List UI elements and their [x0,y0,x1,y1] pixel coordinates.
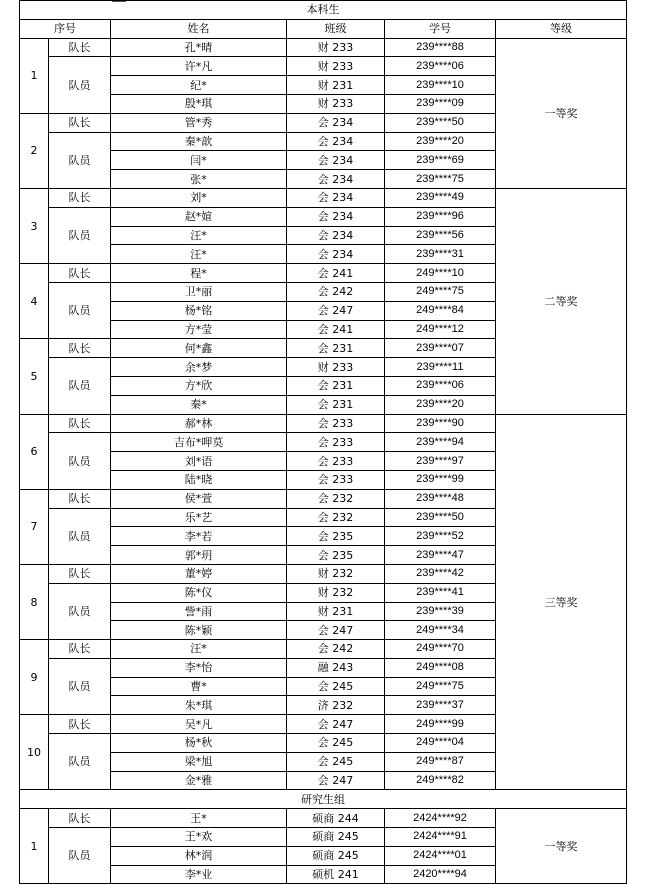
table-row [20,809,627,828]
member-student-id: 249****34 [385,621,496,640]
role-member: 队员 [49,658,111,714]
member-student-id: 249****99 [385,715,496,734]
member-class: 硕商 244 [287,809,385,828]
member-student-id: 249****10 [385,264,496,283]
role-member: 队员 [49,433,111,489]
member-class: 会 234 [287,132,385,151]
award-level: 一等奖 [496,809,627,884]
team-index: 7 [20,489,49,564]
column-header-student-id: 学号 [385,19,496,38]
member-class: 会 241 [287,320,385,339]
member-student-id: 239****97 [385,452,496,471]
member-name: 李*若 [111,527,287,546]
member-student-id: 239****47 [385,546,496,565]
member-class: 会 233 [287,470,385,489]
member-name: 秦*歆 [111,132,287,151]
member-name: 李*业 [111,865,287,884]
member-name: 殷*琪 [111,94,287,113]
section-title: 研究生组 [20,790,627,809]
member-class: 会 234 [287,113,385,132]
member-student-id: 239****31 [385,245,496,264]
member-name: 管*秀 [111,113,287,132]
member-class: 财 232 [287,564,385,583]
member-student-id: 249****75 [385,282,496,301]
member-name: 吉布*呷莫 [111,433,287,452]
team-index: 4 [20,264,49,339]
member-name: 方*莹 [111,320,287,339]
team-index: 2 [20,113,49,188]
member-student-id: 2424****92 [385,809,496,828]
member-class: 会 232 [287,508,385,527]
member-name: 侯*萱 [111,489,287,508]
member-name: 梁*旭 [111,752,287,771]
member-name: 王*欢 [111,828,287,847]
member-class: 会 234 [287,170,385,189]
member-name: 方*欣 [111,376,287,395]
award-table-body [20,1,627,884]
member-class: 会 231 [287,376,385,395]
member-class: 会 233 [287,433,385,452]
member-student-id: 239****07 [385,339,496,358]
role-leader: 队长 [49,339,111,358]
member-name: 陈*颖 [111,621,287,640]
award-level: 三等奖 [496,414,627,790]
member-name: 卫*丽 [111,282,287,301]
member-student-id: 239****90 [385,414,496,433]
member-student-id: 249****70 [385,640,496,659]
member-class: 会 245 [287,752,385,771]
role-member: 队员 [49,583,111,639]
role-leader: 队长 [49,809,111,828]
member-student-id: 2424****01 [385,846,496,865]
award-level: 一等奖 [496,38,627,188]
team-index: 9 [20,640,49,715]
member-student-id: 239****42 [385,564,496,583]
member-name: 乐*艺 [111,508,287,527]
member-class: 会 234 [287,245,385,264]
member-name: 余*梦 [111,358,287,377]
team-index: 1 [20,38,49,113]
section-title-row [20,790,627,809]
member-name: 何*鑫 [111,339,287,358]
column-header-index: 序号 [20,19,111,38]
member-student-id: 239****10 [385,76,496,95]
member-name: 秦* [111,395,287,414]
member-student-id: 249****82 [385,771,496,790]
member-student-id: 2420****94 [385,865,496,884]
member-name: 王* [111,809,287,828]
role-leader: 队长 [49,414,111,433]
member-class: 财 233 [287,94,385,113]
member-student-id: 239****96 [385,207,496,226]
team-index: 6 [20,414,49,489]
member-class: 财 233 [287,358,385,377]
role-leader: 队长 [49,564,111,583]
member-student-id: 239****37 [385,696,496,715]
role-leader: 队长 [49,113,111,132]
role-leader: 队长 [49,38,111,57]
member-class: 会 234 [287,226,385,245]
member-name: 赵*媗 [111,207,287,226]
member-class: 融 243 [287,658,385,677]
member-name: 吴*凡 [111,715,287,734]
member-name: 孔*晴 [111,38,287,57]
role-member: 队员 [49,828,111,884]
column-header-name: 姓名 [111,19,287,38]
member-class: 会 247 [287,621,385,640]
member-class: 财 233 [287,38,385,57]
member-student-id: 249****04 [385,734,496,753]
member-name: 郭*玥 [111,546,287,565]
role-member: 队员 [49,734,111,790]
award-level: 二等奖 [496,188,627,414]
member-name: 郝*林 [111,414,287,433]
member-student-id: 2424****91 [385,828,496,847]
member-name: 程* [111,264,287,283]
member-name: 訾*雨 [111,602,287,621]
member-student-id: 239****39 [385,602,496,621]
section-title-row [20,1,627,20]
member-student-id: 239****09 [385,94,496,113]
member-student-id: 249****08 [385,658,496,677]
member-name: 陈*仪 [111,583,287,602]
member-class: 硕机 241 [287,865,385,884]
member-student-id: 239****50 [385,113,496,132]
role-member: 队员 [49,207,111,263]
member-class: 会 235 [287,527,385,546]
member-name: 林*润 [111,846,287,865]
member-student-id: 239****94 [385,433,496,452]
member-name: 李*怡 [111,658,287,677]
column-header-row [20,19,627,38]
member-student-id: 239****06 [385,57,496,76]
member-student-id: 239****20 [385,132,496,151]
member-student-id: 239****69 [385,151,496,170]
member-student-id: 239****99 [385,470,496,489]
member-student-id: 239****50 [385,508,496,527]
member-name: 董*婷 [111,564,287,583]
member-student-id: 239****06 [385,376,496,395]
member-class: 会 234 [287,151,385,170]
member-class: 会 234 [287,188,385,207]
member-class: 硕商 245 [287,828,385,847]
member-name: 朱*琪 [111,696,287,715]
member-student-id: 239****52 [385,527,496,546]
table-row [20,38,627,57]
member-name: 汪* [111,226,287,245]
table-row [20,188,627,207]
member-student-id: 239****41 [385,583,496,602]
role-leader: 队长 [49,715,111,734]
member-class: 会 247 [287,301,385,320]
member-name: 杨*铭 [111,301,287,320]
member-class: 财 231 [287,602,385,621]
member-name: 张* [111,170,287,189]
column-header-award: 等级 [496,19,627,38]
member-class: 会 241 [287,264,385,283]
column-header-class: 班级 [287,19,385,38]
member-name: 刘*语 [111,452,287,471]
member-student-id: 239****88 [385,38,496,57]
member-class: 会 232 [287,489,385,508]
role-member: 队员 [49,508,111,564]
member-class: 硕商 245 [287,846,385,865]
member-student-id: 249****84 [385,301,496,320]
role-member: 队员 [49,132,111,188]
table-row [20,414,627,433]
team-index: 1 [20,809,49,884]
member-class: 财 232 [287,583,385,602]
member-class: 财 233 [287,57,385,76]
member-class: 会 247 [287,715,385,734]
member-name: 纪* [111,76,287,95]
member-name: 曹* [111,677,287,696]
member-name: 金*雅 [111,771,287,790]
member-class: 济 232 [287,696,385,715]
member-name: 汪* [111,640,287,659]
member-class: 会 231 [287,395,385,414]
member-student-id: 239****11 [385,358,496,377]
member-class: 会 245 [287,734,385,753]
team-index: 8 [20,564,49,639]
member-class: 会 242 [287,640,385,659]
role-member: 队员 [49,282,111,338]
member-class: 会 231 [287,339,385,358]
team-index: 10 [20,715,49,790]
member-name: 刘* [111,188,287,207]
member-class: 财 231 [287,76,385,95]
member-class: 会 245 [287,677,385,696]
member-student-id: 249****12 [385,320,496,339]
member-name: 杨*秋 [111,734,287,753]
member-student-id: 249****75 [385,677,496,696]
member-class: 会 233 [287,414,385,433]
role-leader: 队长 [49,489,111,508]
role-leader: 队长 [49,188,111,207]
member-class: 会 242 [287,282,385,301]
role-leader: 队长 [49,264,111,283]
member-name: 陆*晓 [111,470,287,489]
role-leader: 队长 [49,640,111,659]
member-student-id: 239****48 [385,489,496,508]
member-name: 闫* [111,151,287,170]
member-class: 会 247 [287,771,385,790]
member-name: 汪* [111,245,287,264]
member-name: 许*凡 [111,57,287,76]
member-student-id: 239****56 [385,226,496,245]
section-title: 本科生 [20,1,627,20]
member-class: 会 233 [287,452,385,471]
team-index: 5 [20,339,49,414]
team-index: 3 [20,188,49,263]
member-student-id: 239****49 [385,188,496,207]
member-class: 会 235 [287,546,385,565]
member-student-id: 249****87 [385,752,496,771]
member-student-id: 239****75 [385,170,496,189]
member-student-id: 239****20 [385,395,496,414]
member-class: 会 234 [287,207,385,226]
award-table [19,0,627,884]
role-member: 队员 [49,358,111,414]
role-member: 队员 [49,57,111,113]
